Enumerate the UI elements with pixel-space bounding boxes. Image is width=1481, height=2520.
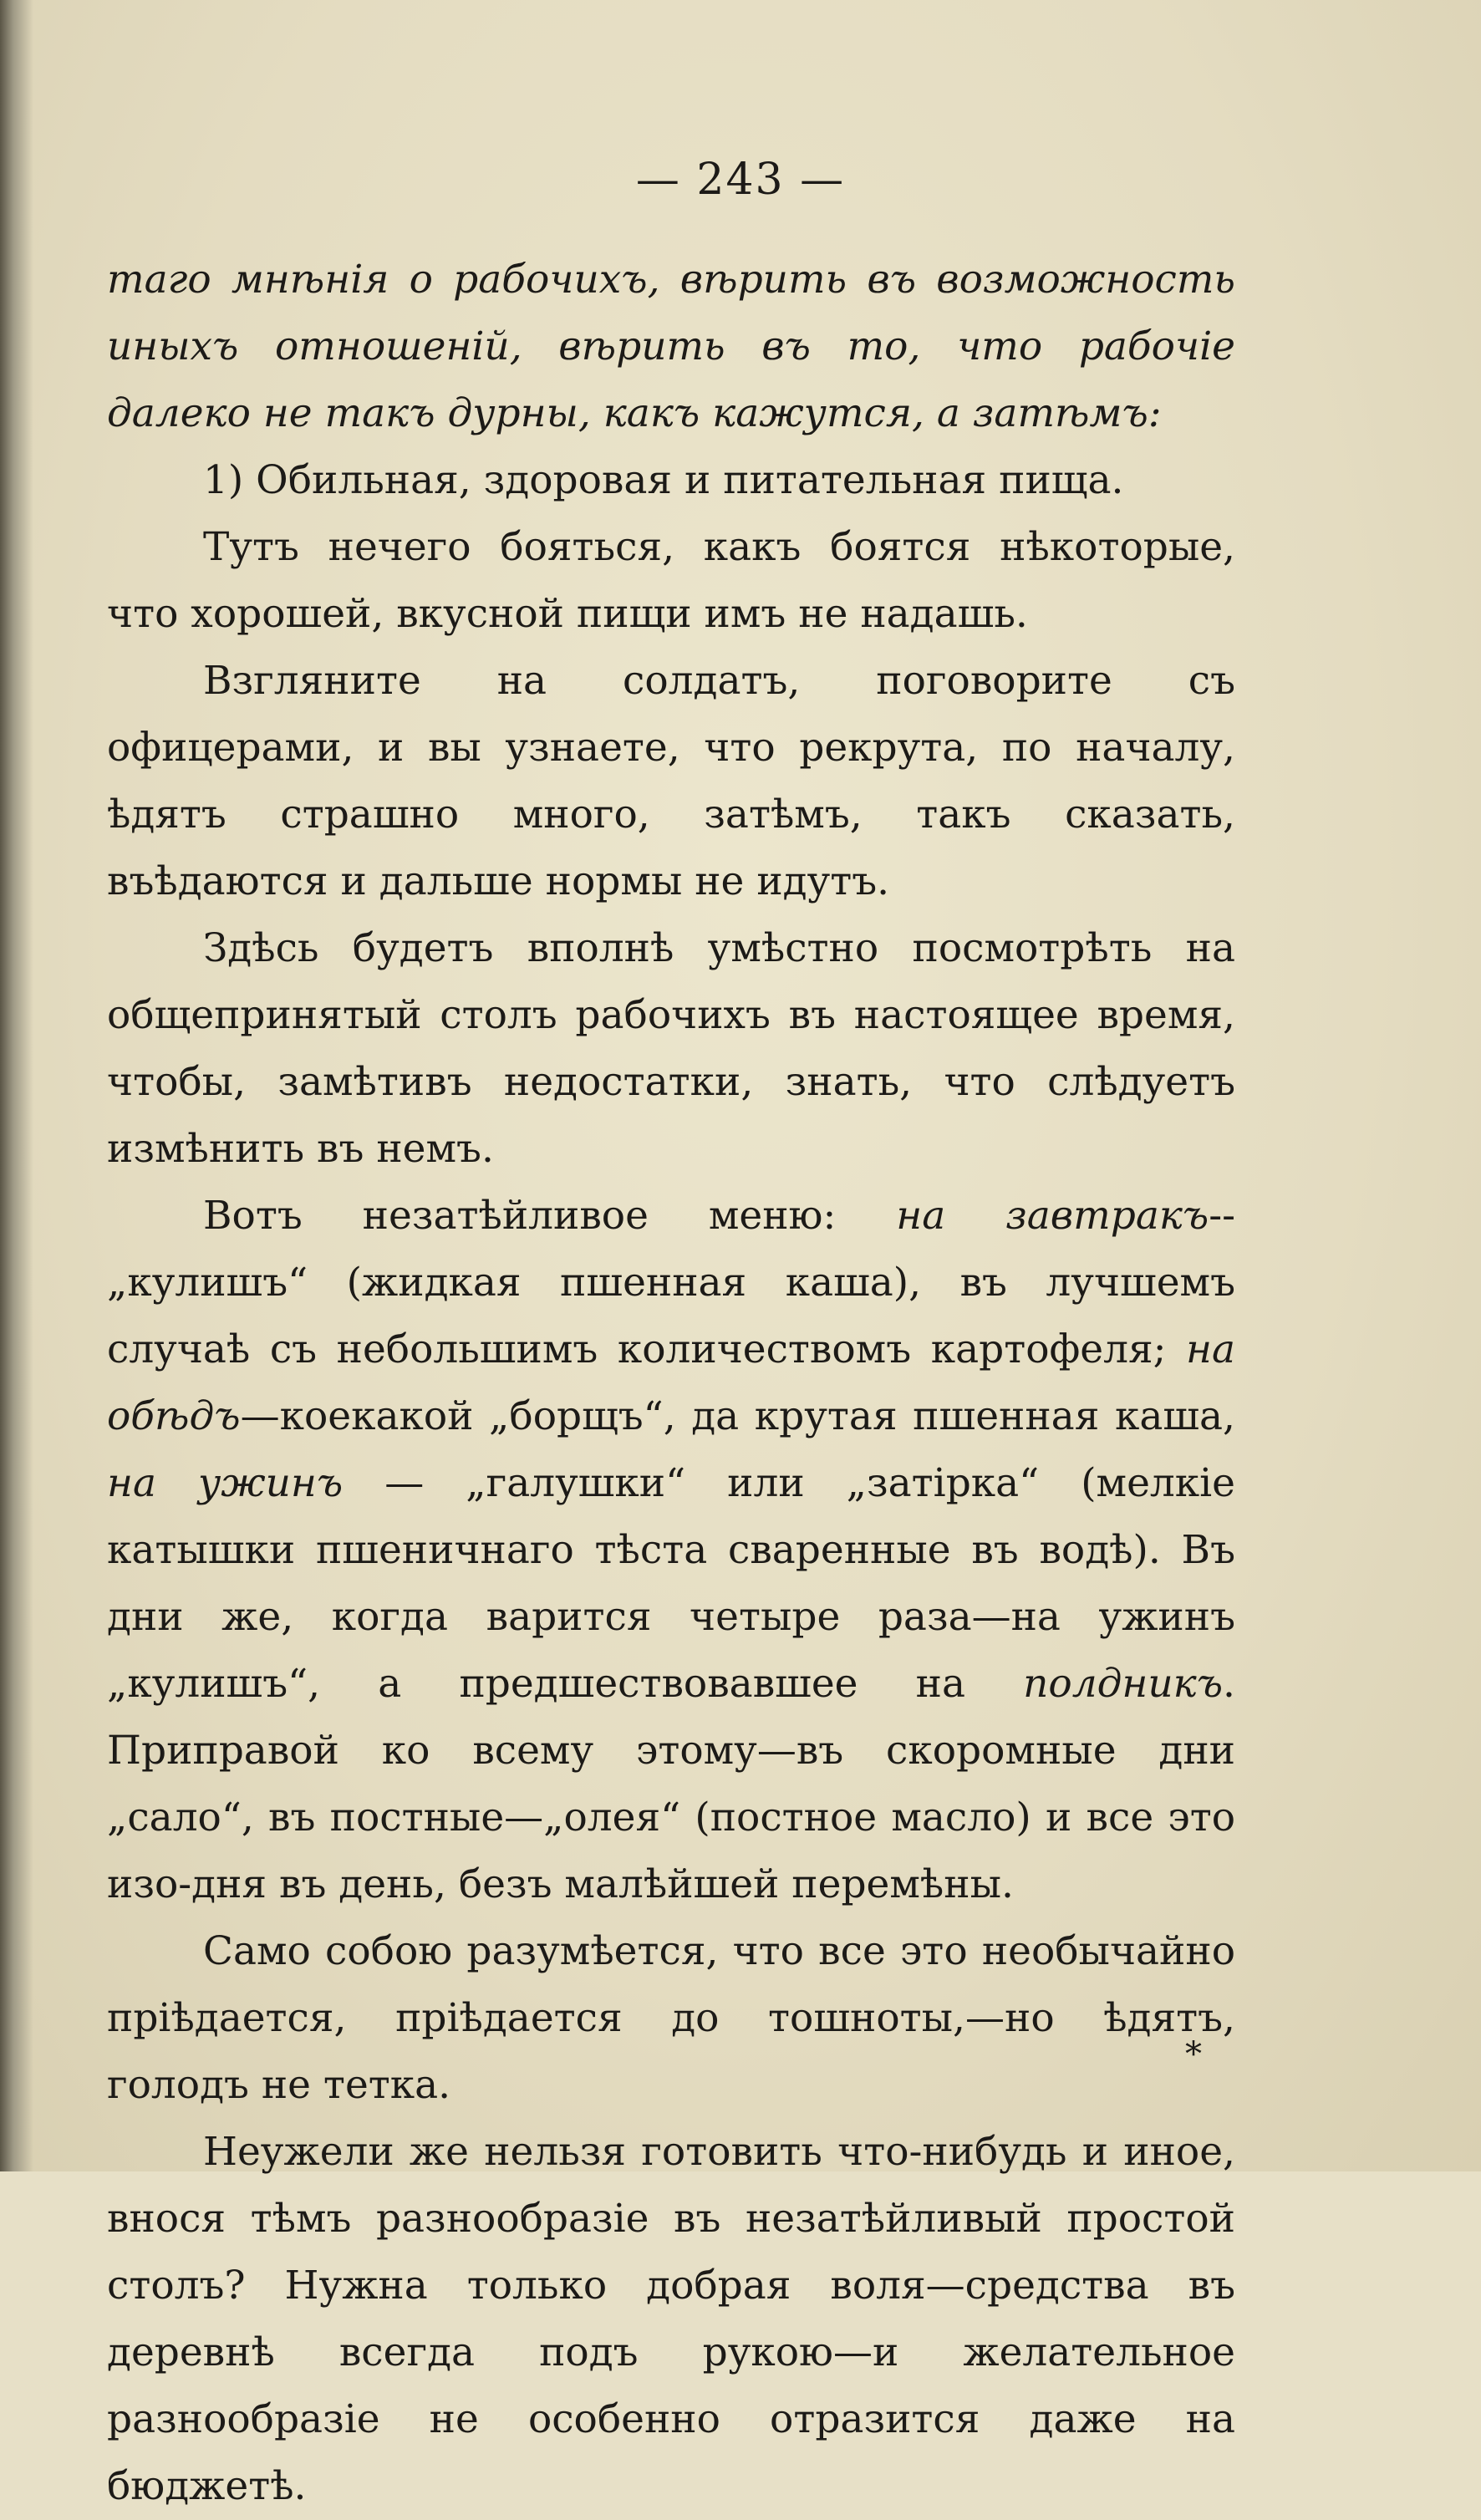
paragraph-2: Взгляните на солдатъ, поговорите съ офицерами, и вы узнаете, что рекрута, по началу, ѣдятъ страшно много, затѣмъ, такъ сказать, въѣдаются и дальше нормы не идутъ. (107, 658, 1235, 904)
menu-dinner-label: на ужинъ (107, 1460, 344, 1506)
footer-mark: * (1185, 2035, 1202, 2074)
menu-text-2: --„кулишъ“ (жидкая пшенная каша), въ лучшемъ случаѣ съ небольшимъ количествомъ картофеля; (107, 1193, 1235, 1372)
list-item-1: 1) Обильная, здоровая и питательная пища. (203, 457, 1124, 503)
menu-text-4: — „галушки“ или „затірка“ (мелкіе катышки пшеничнаго тѣста сваренные въ водѣ). Въ дни же, когда варится четыре раза—на ужинъ „кулишъ“, а предшествовавшее на (107, 1460, 1235, 1707)
paragraph-1: Тутъ нечего бояться, какъ боятся нѣкоторые, что хорошей, вкусной пищи имъ не надашь. (107, 524, 1235, 637)
menu-snack-label: полдникъ (1023, 1661, 1224, 1707)
paragraph-6: Неужели же нельзя готовить что-нибудь и иное, внося тѣмъ разнообразіе въ незатѣйливый простой столъ? Нужна только добрая воля—средства въ деревнѣ всегда подъ рукою—и желательное разнообразіе не особенно отразится даже на бюджетѣ. (107, 2129, 1235, 2509)
menu-breakfast-label: на завтракъ (896, 1193, 1209, 1239)
menu-text-5: . Приправой ко всему этому—въ скоромные дни „сало“, въ постные—„олея“ (постное масло) и все это изо-дня въ день, безъ малѣйшей перемѣны. (107, 1661, 1235, 1907)
paragraph-4-menu (107, 1183, 1235, 1918)
menu-text-3: —коекакой „борщъ“, да крутая пшенная каша, (240, 1393, 1235, 1439)
body-text (107, 247, 1235, 2520)
intro-paragraph: таго мнѣнія о рабочихъ, вѣрить въ возможность иныхъ отношеній, вѣрить въ то, что рабочіе далеко не такъ дурны, какъ кажутся, а затѣмъ: (107, 257, 1235, 436)
page-number: — 243 — (635, 155, 846, 205)
menu-lunch-label: на обѣдъ (107, 1326, 1235, 1439)
paragraph-5: Само собою разумѣется, что все это необычайно пріѣдается, пріѣдается до тошноты,—но ѣдятъ, голодъ не тетка. (107, 1928, 1235, 2108)
paragraph-3: Здѣсь будетъ вполнѣ умѣстно посмотрѣть на общепринятый столъ рабочихъ въ настоящее время, чтобы, замѣтивъ недостатки, знать, что слѣдуетъ измѣнить въ немъ. (107, 925, 1235, 1172)
menu-text-1: Вотъ незатѣйливое меню: (203, 1193, 897, 1239)
